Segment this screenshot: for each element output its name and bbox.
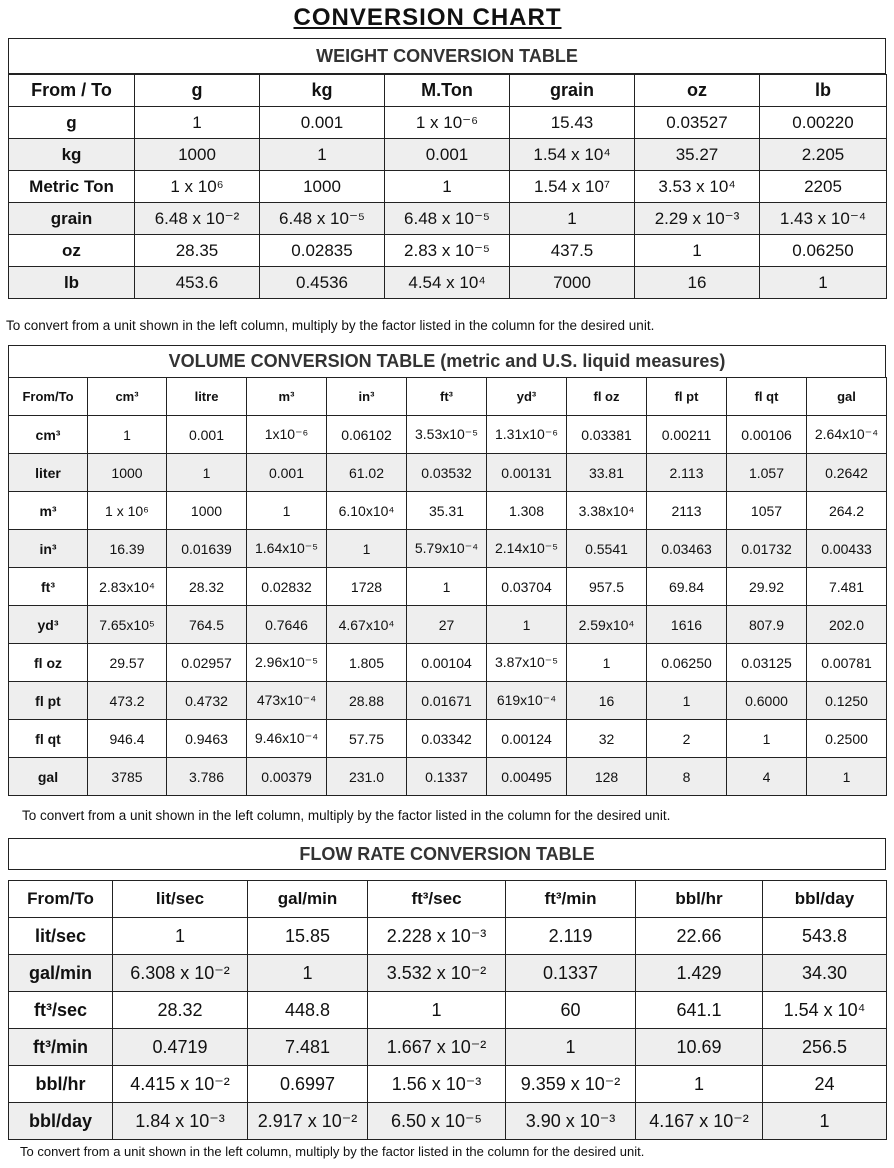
- volume-cell: 0.06102: [327, 416, 407, 454]
- weight-table-row: [9, 235, 887, 267]
- volume-row-header: cm³: [9, 416, 88, 454]
- flow-cell: 24: [763, 1066, 887, 1103]
- volume-cell: 0.00106: [727, 416, 807, 454]
- volume-cell: 69.84: [647, 568, 727, 606]
- volume-cell: 0.01671: [407, 682, 487, 720]
- volume-cell: 1.64x10⁻⁵: [247, 530, 327, 568]
- flow-cell: 2.228 x 10⁻³: [368, 918, 506, 955]
- weight-column-header: From / To: [9, 75, 135, 107]
- volume-cell: 3785: [88, 758, 167, 796]
- volume-cell: 0.01639: [167, 530, 247, 568]
- volume-note: To convert from a unit shown in the left column, multiply by the factor listed in the column for the desired unit.: [22, 808, 671, 823]
- volume-column-header: cm³: [88, 378, 167, 416]
- flow-table-row: [9, 1029, 887, 1066]
- flow-cell: 6.308 x 10⁻²: [113, 955, 248, 992]
- volume-cell: 1: [167, 454, 247, 492]
- volume-cell: 0.6000: [727, 682, 807, 720]
- volume-cell: 0.03704: [487, 568, 567, 606]
- volume-cell: 128: [567, 758, 647, 796]
- volume-cell: 0.001: [167, 416, 247, 454]
- volume-table-row: [9, 606, 887, 644]
- weight-cell: 0.001: [260, 107, 385, 139]
- volume-cell: 1: [567, 644, 647, 682]
- weight-cell: 1: [510, 203, 635, 235]
- flow-cell: 543.8: [763, 918, 887, 955]
- volume-cell: 3.786: [167, 758, 247, 796]
- flow-table-row: [9, 1103, 887, 1140]
- flow-section: [8, 880, 886, 1140]
- volume-column-header: in³: [327, 378, 407, 416]
- flow-cell: 1: [113, 918, 248, 955]
- weight-cell: 1.43 x 10⁻⁴: [760, 203, 887, 235]
- flow-cell: 10.69: [636, 1029, 763, 1066]
- flow-cell: 9.359 x 10⁻²: [506, 1066, 636, 1103]
- page-title: CONVERSION CHART: [293, 4, 562, 31]
- weight-cell: 0.02835: [260, 235, 385, 267]
- volume-cell: 1616: [647, 606, 727, 644]
- volume-cell: 0.00211: [647, 416, 727, 454]
- volume-cell: 0.00104: [407, 644, 487, 682]
- volume-table-row: [9, 530, 887, 568]
- volume-cell: 202.0: [807, 606, 887, 644]
- flow-cell: 2.917 x 10⁻²: [248, 1103, 368, 1140]
- volume-cell: 807.9: [727, 606, 807, 644]
- weight-cell: 6.48 x 10⁻²: [135, 203, 260, 235]
- volume-cell: 1: [327, 530, 407, 568]
- flow-cell: 60: [506, 992, 636, 1029]
- volume-cell: 5.79x10⁻⁴: [407, 530, 487, 568]
- weight-table-caption: WEIGHT CONVERSION TABLE: [8, 38, 886, 74]
- volume-row-header: yd³: [9, 606, 88, 644]
- weight-cell: 1: [385, 171, 510, 203]
- volume-table-row: [9, 568, 887, 606]
- flow-row-header: bbl/hr: [9, 1066, 113, 1103]
- volume-cell: 2.14x10⁻⁵: [487, 530, 567, 568]
- volume-table-row: [9, 682, 887, 720]
- weight-cell: 1 x 10⁶: [135, 171, 260, 203]
- volume-cell: 1: [247, 492, 327, 530]
- flow-cell: 15.85: [248, 918, 368, 955]
- weight-table: [8, 74, 887, 299]
- volume-cell: 28.88: [327, 682, 407, 720]
- volume-cell: 1.31x10⁻⁶: [487, 416, 567, 454]
- flow-cell: 641.1: [636, 992, 763, 1029]
- volume-row-header: in³: [9, 530, 88, 568]
- weight-column-header: kg: [260, 75, 385, 107]
- flow-table-caption: FLOW RATE CONVERSION TABLE: [8, 838, 886, 870]
- volume-cell: 1: [807, 758, 887, 796]
- weight-cell: 2.205: [760, 139, 887, 171]
- flow-cell: 1: [248, 955, 368, 992]
- flow-row-header: gal/min: [9, 955, 113, 992]
- volume-cell: 473x10⁻⁴: [247, 682, 327, 720]
- volume-cell: 1 x 10⁶: [88, 492, 167, 530]
- weight-row-header: grain: [9, 203, 135, 235]
- volume-cell: 6.10x10⁴: [327, 492, 407, 530]
- volume-table-row: [9, 720, 887, 758]
- weight-cell: 15.43: [510, 107, 635, 139]
- volume-cell: 2113: [647, 492, 727, 530]
- volume-table-row: [9, 454, 887, 492]
- volume-cell: 0.1250: [807, 682, 887, 720]
- volume-cell: 2.59x10⁴: [567, 606, 647, 644]
- volume-cell: 16: [567, 682, 647, 720]
- flow-column-header: bbl/hr: [636, 881, 763, 918]
- volume-column-header: yd³: [487, 378, 567, 416]
- volume-table: [8, 377, 887, 796]
- volume-cell: 3.38x10⁴: [567, 492, 647, 530]
- volume-cell: 8: [647, 758, 727, 796]
- volume-cell: 33.81: [567, 454, 647, 492]
- volume-cell: 1: [88, 416, 167, 454]
- volume-cell: 0.9463: [167, 720, 247, 758]
- volume-column-header: ft³: [407, 378, 487, 416]
- weight-row-header: lb: [9, 267, 135, 299]
- weight-cell: 1.54 x 10⁴: [510, 139, 635, 171]
- flow-cell: 3.532 x 10⁻²: [368, 955, 506, 992]
- weight-row-header: Metric Ton: [9, 171, 135, 203]
- flow-row-header: bbl/day: [9, 1103, 113, 1140]
- volume-cell: 0.03342: [407, 720, 487, 758]
- weight-column-header: oz: [635, 75, 760, 107]
- weight-column-header: lb: [760, 75, 887, 107]
- weight-cell: 0.06250: [760, 235, 887, 267]
- weight-table-row: [9, 107, 887, 139]
- flow-header-row: [9, 881, 887, 918]
- volume-cell: 957.5: [567, 568, 647, 606]
- volume-cell: 946.4: [88, 720, 167, 758]
- flow-table: [8, 880, 887, 1140]
- flow-row-header: lit/sec: [9, 918, 113, 955]
- weight-row-header: g: [9, 107, 135, 139]
- flow-table-row: [9, 992, 887, 1029]
- flow-cell: 1.667 x 10⁻²: [368, 1029, 506, 1066]
- flow-note: To convert from a unit shown in the left column, multiply by the factor listed in the column for the desired unit.: [20, 1144, 645, 1159]
- volume-row-header: m³: [9, 492, 88, 530]
- flow-cell: 1.84 x 10⁻³: [113, 1103, 248, 1140]
- flow-row-header: ft³/sec: [9, 992, 113, 1029]
- volume-cell: 9.46x10⁻⁴: [247, 720, 327, 758]
- weight-column-header: g: [135, 75, 260, 107]
- flow-cell: 1.56 x 10⁻³: [368, 1066, 506, 1103]
- volume-cell: 0.4732: [167, 682, 247, 720]
- weight-cell: 6.48 x 10⁻⁵: [260, 203, 385, 235]
- volume-cell: 0.03125: [727, 644, 807, 682]
- volume-row-header: fl qt: [9, 720, 88, 758]
- volume-cell: 0.5541: [567, 530, 647, 568]
- weight-cell: 28.35: [135, 235, 260, 267]
- volume-cell: 1000: [167, 492, 247, 530]
- volume-column-header: From/To: [9, 378, 88, 416]
- volume-cell: 1.057: [727, 454, 807, 492]
- volume-row-header: gal: [9, 758, 88, 796]
- volume-cell: 0.1337: [407, 758, 487, 796]
- volume-cell: 16.39: [88, 530, 167, 568]
- flow-column-header: lit/sec: [113, 881, 248, 918]
- flow-table-row: [9, 1066, 887, 1103]
- volume-table-caption: VOLUME CONVERSION TABLE (metric and U.S. liquid measures): [8, 345, 886, 377]
- flow-cell: 7.481: [248, 1029, 368, 1066]
- volume-cell: 0.03381: [567, 416, 647, 454]
- volume-cell: 1728: [327, 568, 407, 606]
- volume-cell: 7.65x10⁵: [88, 606, 167, 644]
- weight-cell: 0.001: [385, 139, 510, 171]
- weight-cell: 3.53 x 10⁴: [635, 171, 760, 203]
- volume-row-header: liter: [9, 454, 88, 492]
- flow-cell: 1.54 x 10⁴: [763, 992, 887, 1029]
- weight-cell: 2205: [760, 171, 887, 203]
- weight-cell: 0.00220: [760, 107, 887, 139]
- weight-cell: 0.03527: [635, 107, 760, 139]
- volume-cell: 0.00131: [487, 454, 567, 492]
- volume-cell: 0.03463: [647, 530, 727, 568]
- volume-column-header: m³: [247, 378, 327, 416]
- volume-cell: 0.00124: [487, 720, 567, 758]
- volume-cell: 1057: [727, 492, 807, 530]
- flow-cell: 448.8: [248, 992, 368, 1029]
- volume-row-header: fl oz: [9, 644, 88, 682]
- volume-cell: 57.75: [327, 720, 407, 758]
- volume-column-header: gal: [807, 378, 887, 416]
- volume-table-row: [9, 644, 887, 682]
- flow-column-header: ft³/min: [506, 881, 636, 918]
- volume-cell: 231.0: [327, 758, 407, 796]
- volume-cell: 2.113: [647, 454, 727, 492]
- weight-table-body: [9, 75, 887, 299]
- volume-cell: 0.02832: [247, 568, 327, 606]
- flow-cell: 4.167 x 10⁻²: [636, 1103, 763, 1140]
- volume-cell: 29.92: [727, 568, 807, 606]
- flow-cell: 0.1337: [506, 955, 636, 992]
- flow-column-header: From/To: [9, 881, 113, 918]
- volume-cell: 0.02957: [167, 644, 247, 682]
- weight-row-header: oz: [9, 235, 135, 267]
- volume-table-row: [9, 758, 887, 796]
- weight-column-header: M.Ton: [385, 75, 510, 107]
- volume-column-header: fl qt: [727, 378, 807, 416]
- weight-cell: 0.4536: [260, 267, 385, 299]
- volume-table-row: [9, 416, 887, 454]
- volume-cell: 1: [647, 682, 727, 720]
- volume-cell: 4.67x10⁴: [327, 606, 407, 644]
- weight-cell: 7000: [510, 267, 635, 299]
- weight-cell: 35.27: [635, 139, 760, 171]
- weight-header-row: [9, 75, 887, 107]
- flow-cell: 6.50 x 10⁻⁵: [368, 1103, 506, 1140]
- volume-cell: 35.31: [407, 492, 487, 530]
- volume-header-row: [9, 378, 887, 416]
- flow-cell: 256.5: [763, 1029, 887, 1066]
- volume-cell: 619x10⁻⁴: [487, 682, 567, 720]
- volume-cell: 2.96x10⁻⁵: [247, 644, 327, 682]
- flow-row-header: ft³/min: [9, 1029, 113, 1066]
- weight-column-header: grain: [510, 75, 635, 107]
- volume-cell: 1: [487, 606, 567, 644]
- weight-cell: 2.83 x 10⁻⁵: [385, 235, 510, 267]
- volume-cell: 29.57: [88, 644, 167, 682]
- volume-cell: 28.32: [167, 568, 247, 606]
- weight-cell: 1 x 10⁻⁶: [385, 107, 510, 139]
- weight-cell: 1000: [260, 171, 385, 203]
- flow-cell: 0.4719: [113, 1029, 248, 1066]
- volume-cell: 0.01732: [727, 530, 807, 568]
- weight-cell: 1: [760, 267, 887, 299]
- volume-row-header: ft³: [9, 568, 88, 606]
- flow-cell: 28.32: [113, 992, 248, 1029]
- volume-section: [8, 345, 886, 796]
- volume-cell: 2: [647, 720, 727, 758]
- volume-cell: 2.64x10⁻⁴: [807, 416, 887, 454]
- weight-cell: 1: [635, 235, 760, 267]
- flow-cell: 1: [636, 1066, 763, 1103]
- flow-table-body: [9, 881, 887, 1140]
- volume-cell: 264.2: [807, 492, 887, 530]
- flow-cell: 34.30: [763, 955, 887, 992]
- weight-cell: 2.29 x 10⁻³: [635, 203, 760, 235]
- volume-cell: 473.2: [88, 682, 167, 720]
- volume-cell: 0.00379: [247, 758, 327, 796]
- volume-table-row: [9, 492, 887, 530]
- volume-cell: 764.5: [167, 606, 247, 644]
- weight-cell: 16: [635, 267, 760, 299]
- volume-cell: 0.7646: [247, 606, 327, 644]
- volume-row-header: fl pt: [9, 682, 88, 720]
- volume-cell: 1: [407, 568, 487, 606]
- weight-section: [8, 38, 886, 299]
- volume-cell: 1.308: [487, 492, 567, 530]
- weight-cell: 1: [260, 139, 385, 171]
- volume-column-header: litre: [167, 378, 247, 416]
- weight-table-row: [9, 203, 887, 235]
- weight-table-row: [9, 171, 887, 203]
- volume-cell: 27: [407, 606, 487, 644]
- volume-cell: 61.02: [327, 454, 407, 492]
- volume-cell: 0.06250: [647, 644, 727, 682]
- flow-cell: 1: [506, 1029, 636, 1066]
- volume-cell: 0.2500: [807, 720, 887, 758]
- volume-cell: 1000: [88, 454, 167, 492]
- volume-column-header: fl pt: [647, 378, 727, 416]
- flow-cell: 1: [763, 1103, 887, 1140]
- flow-table-row: [9, 918, 887, 955]
- volume-cell: 3.53x10⁻⁵: [407, 416, 487, 454]
- volume-cell: 0.03532: [407, 454, 487, 492]
- flow-table-row: [9, 955, 887, 992]
- volume-cell: 0.2642: [807, 454, 887, 492]
- flow-cell: 1.429: [636, 955, 763, 992]
- weight-cell: 1000: [135, 139, 260, 171]
- weight-cell: 437.5: [510, 235, 635, 267]
- weight-cell: 6.48 x 10⁻⁵: [385, 203, 510, 235]
- volume-cell: 1.805: [327, 644, 407, 682]
- flow-column-header: bbl/day: [763, 881, 887, 918]
- volume-column-header: fl oz: [567, 378, 647, 416]
- volume-cell: 7.481: [807, 568, 887, 606]
- flow-cell: 4.415 x 10⁻²: [113, 1066, 248, 1103]
- flow-column-header: gal/min: [248, 881, 368, 918]
- flow-cell: 3.90 x 10⁻³: [506, 1103, 636, 1140]
- volume-cell: 0.00495: [487, 758, 567, 796]
- weight-row-header: kg: [9, 139, 135, 171]
- volume-cell: 4: [727, 758, 807, 796]
- volume-cell: 1: [727, 720, 807, 758]
- flow-cell: 22.66: [636, 918, 763, 955]
- flow-column-header: ft³/sec: [368, 881, 506, 918]
- volume-cell: 0.00433: [807, 530, 887, 568]
- flow-cell: 2.119: [506, 918, 636, 955]
- weight-table-row: [9, 139, 887, 171]
- volume-table-body: [9, 378, 887, 796]
- volume-cell: 0.00781: [807, 644, 887, 682]
- volume-cell: 3.87x10⁻⁵: [487, 644, 567, 682]
- weight-cell: 453.6: [135, 267, 260, 299]
- flow-cell: 1: [368, 992, 506, 1029]
- weight-cell: 4.54 x 10⁴: [385, 267, 510, 299]
- volume-cell: 1x10⁻⁶: [247, 416, 327, 454]
- volume-cell: 32: [567, 720, 647, 758]
- volume-cell: 2.83x10⁴: [88, 568, 167, 606]
- volume-cell: 0.001: [247, 454, 327, 492]
- weight-table-row: [9, 267, 887, 299]
- weight-cell: 1.54 x 10⁷: [510, 171, 635, 203]
- flow-cell: 0.6997: [248, 1066, 368, 1103]
- weight-note: To convert from a unit shown in the left column, multiply by the factor listed in the column for the desired unit.: [6, 318, 655, 333]
- weight-cell: 1: [135, 107, 260, 139]
